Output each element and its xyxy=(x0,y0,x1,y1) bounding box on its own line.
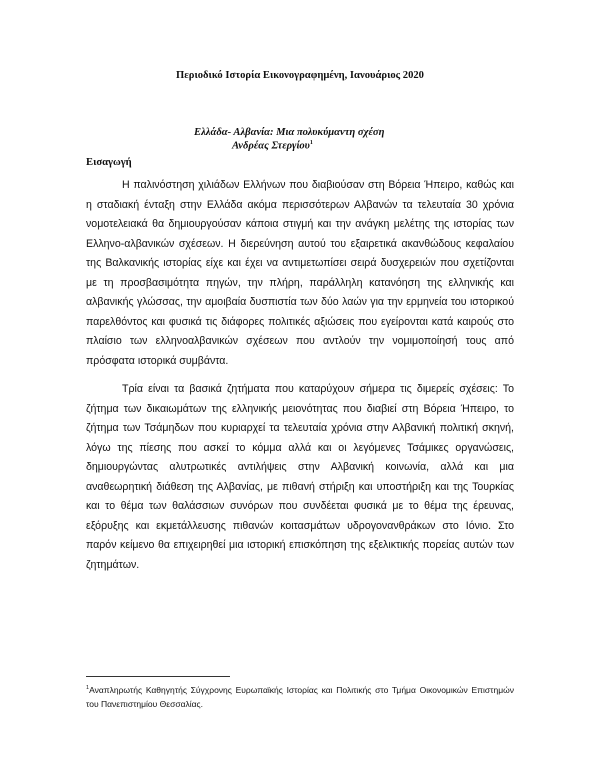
journal-header: Περιοδικό Ιστορία Εικονογραφημένη, Ιανουάριος 2020 xyxy=(176,70,424,81)
footnote xyxy=(86,681,514,711)
section-heading: Εισαγωγή xyxy=(86,157,132,168)
body-paragraph-2 xyxy=(86,380,514,575)
paragraph-text: Η παλινόστηση χιλιάδων Ελλήνων που διαβιούσαν στη Βόρεια Ήπειρο, καθώς και η σταδιακή ένταξη στην Ελλάδα ακόμα περισσότερων Αλβανών τα τελευταία 30 χρόνια νομοτελειακά θα δημιουργούσαν κάποια στιγμή και την ανάγκη μελέτης της ιστορίας των Ελληνο-αλβανικών σχέσεων. Η διερεύνηση αυτού του εξαιρετικά ακανθώδους κεφαλαίου της Βαλκανικής ιστορίας είχε και έχει να αντιμετωπίσει σειρά δυσχερειών που σχετίζονται με τη προσβασιμότητα πηγών, την πλήρη, παράλληλη κατανόηση της ελληνικής και αλβανικής γλώσσας, την αμοιβαία δυσπιστία των δύο λαών για την ερμηνεία του ιστορικού παρελθόντος και φυσικά τις διάφορες πολιτικές αξιώσεις που εγείρονται κατά καιρούς στο πλαίσιο των ελληνοαλβανικών σχέσεων που αντλούν την νομιμοποίησή τους από πρόσφατα ιστορικά συμβάντα. xyxy=(86,179,514,367)
author-footnote-mark: 1 xyxy=(309,140,313,146)
article-author xyxy=(232,140,313,152)
body-paragraph-1 xyxy=(86,176,514,371)
footnote-divider xyxy=(86,676,230,677)
footnote-mark: 1 xyxy=(86,685,90,691)
author-name: Ανδρέας Στεργίου xyxy=(232,140,310,152)
article-title: Ελλάδα- Αλβανία: Μια πολυκύμαντη σχέση xyxy=(194,127,385,138)
footnote-text: Αναπληρωτής Καθηγητής Σύγχρονης Ευρωπαϊκής Ιστορίας και Πολιτικής στο Τμήμα Οικονομικών Επιστημών του Πανεπιστημίου Θεσσαλίας. xyxy=(86,684,514,709)
paragraph-text: Τρία είναι τα βασικά ζητήματα που καταρύχουν σήμερα τις διμερείς σχέσεις: Το ζήτημα των δικαιωμάτων της ελληνικής μειονότητας που διαβιεί στη Βόρεια Ήπειρο, το ζήτημα των Τσάμηδων που κυριαρχεί τα τελευταία χρόνια στην Αλβανική πολιτική σκηνή, λόγω της πίεσης που ασκεί το κόμμα αλλά και οι λεγόμενες Τσάμικες οργανώσεις, δημιουργώντας αλυτρωτικές αντιλήψεις στην Αλβανική κοινωνία, αλλά και μια αναθεωρητική διάθεση της Αλβανίας, με πιθανή στήριξη και υποστήριξη και της Τουρκίας και το θέμα των θαλάσσιων συνόρων που συνδέεται φυσικά με το θέμα της έρευνας, εξόρυξης και εκμετάλλευσης πιθανών κοιτασμάτων υδρογονανθράκων στο Ιόνιο. Στο παρόν κείμενο θα επιχειρηθεί μια ιστορική επισκόπηση της εξελικτικής πορείας αυτών των ζητημάτων. xyxy=(86,383,514,571)
